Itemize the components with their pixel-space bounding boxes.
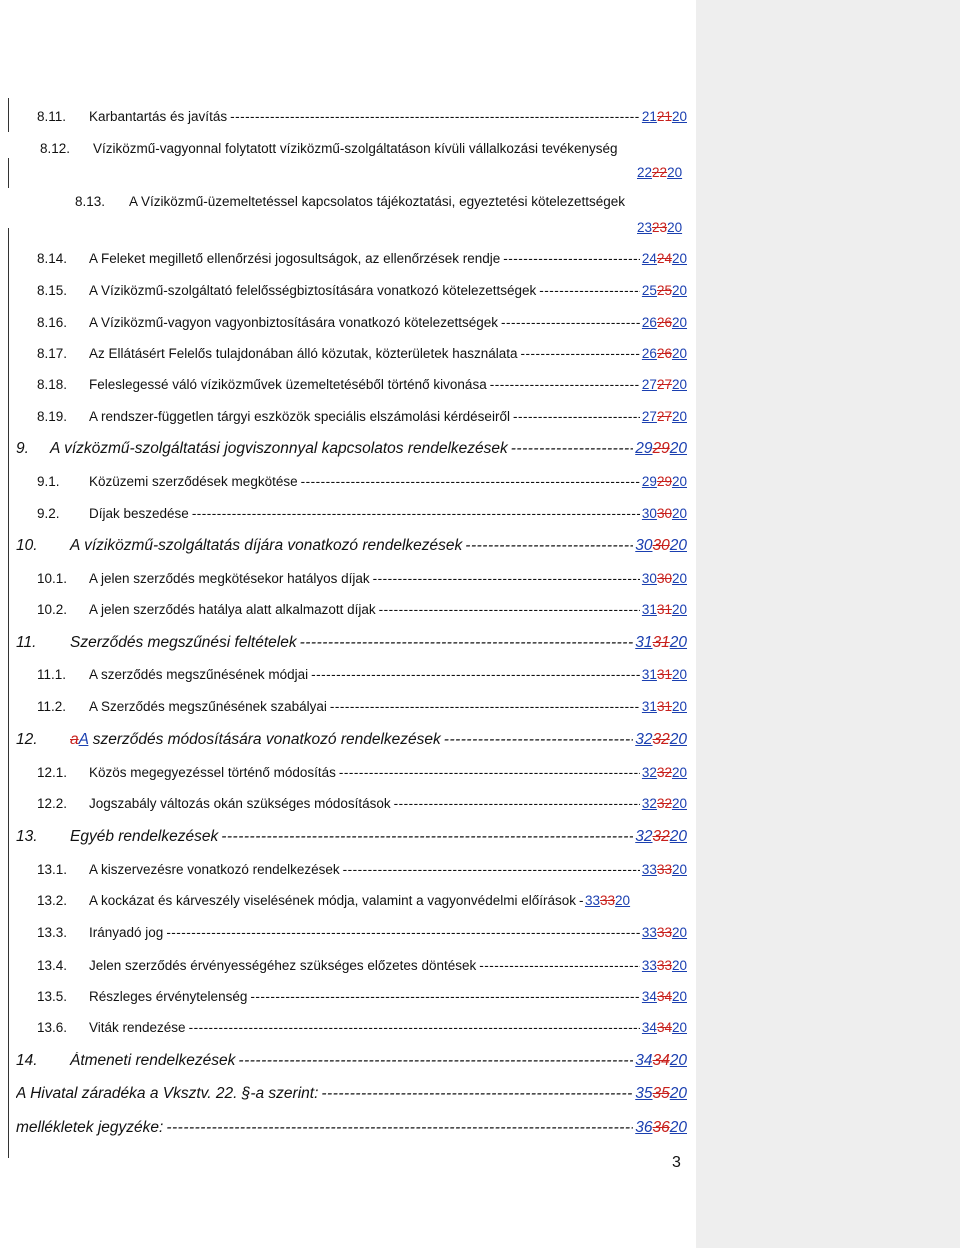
leader-dots xyxy=(513,408,640,426)
toc-entry-title: aA szerződés módosítására vonatkozó rendelkezések xyxy=(70,731,441,748)
toc-entry-title: A szerződés megszűnésének módjai xyxy=(89,667,309,682)
toc-entry-number: 11.1. xyxy=(37,667,67,682)
toc-entry-title: A rendszer-független tárgyi eszközök speciális elszámolási kérdéseiről xyxy=(89,409,510,424)
toc-entry-number: 10.2. xyxy=(37,602,68,617)
toc-entry-title: Jelen szerződés érvényességéhez szükséges előzetes döntések xyxy=(89,958,477,973)
page-ref: 343420 xyxy=(641,989,687,1004)
toc-entry[interactable] xyxy=(37,666,687,684)
toc-entry-number: 12.2. xyxy=(37,796,68,811)
toc-entry-title: A Víziközmű-üzemeltetéssel kapcsolatos tájékoztatási, egyeztetési kötelezettségek xyxy=(129,194,625,209)
toc-entry-number: 14. xyxy=(16,1052,38,1069)
toc-entry-number: 13.4. xyxy=(37,958,68,973)
toc-entry[interactable] xyxy=(37,764,687,782)
toc-entry[interactable] xyxy=(37,1019,687,1037)
toc-entry-number: 11. xyxy=(16,634,37,651)
page-ref: 323220 xyxy=(641,765,687,780)
toc-entry-number: 13.5. xyxy=(37,989,68,1004)
toc-entry-title: Víziközmű-vagyonnal folytatott víziközmű-szolgáltatáson kívüli vállalkozási tevékenység xyxy=(93,141,618,156)
toc-entry[interactable] xyxy=(16,1052,687,1070)
page-ref: 343420 xyxy=(641,1020,687,1035)
page-ref: 323220 xyxy=(641,796,687,811)
leader-dots xyxy=(300,634,634,652)
toc-entry[interactable] xyxy=(37,795,687,813)
page-ref: 303020 xyxy=(641,571,687,586)
toc-entry[interactable] xyxy=(16,1085,687,1103)
leader-dots xyxy=(321,1085,633,1103)
toc-entry-title: A jelen szerződés hatálya alatt alkalmazott díjak xyxy=(89,602,376,617)
toc-entry-number: 8.19. xyxy=(37,409,68,424)
page-ref: 313120 xyxy=(635,634,687,651)
leader-dots xyxy=(503,250,640,268)
toc-entry-number: 13. xyxy=(16,828,38,845)
leader-dots xyxy=(221,828,633,846)
page-ref: 313120 xyxy=(641,667,687,682)
page-ref: 272720 xyxy=(641,377,687,392)
toc-entry[interactable] xyxy=(37,250,687,268)
toc-entry[interactable] xyxy=(16,1119,687,1137)
toc-entry-number: 12.1. xyxy=(37,765,68,780)
page-ref: 262620 xyxy=(641,346,687,361)
page-ref: 323220 xyxy=(635,731,687,748)
toc-entry[interactable] xyxy=(75,193,695,211)
toc-entry[interactable] xyxy=(37,698,687,716)
toc-entry-title: A Víziközmű-szolgáltató felelősségbiztosítására vonatkozó kötelezettségek xyxy=(89,283,537,298)
toc-entry-number: 13.2. xyxy=(37,893,68,908)
toc-entry[interactable] xyxy=(37,376,687,394)
toc-entry-title: A víziközmű-szolgáltatás díjára vonatkozó rendelkezések xyxy=(70,537,463,554)
toc-entry-number: 9.2. xyxy=(37,506,60,521)
page-ref: 363620 xyxy=(635,1119,687,1136)
toc-entry-title: A Szerződés megszűnésének szabályai xyxy=(89,699,327,714)
toc-entry-number: 8.11. xyxy=(37,109,67,124)
page-ref: 303020 xyxy=(641,506,687,521)
toc-entry[interactable] xyxy=(37,282,687,300)
toc-entry-title: Közös megegyezéssel történő módosítás xyxy=(89,765,336,780)
toc-entry-title: Karbantartás és javítás xyxy=(89,109,228,124)
page-ref: 313120 xyxy=(641,602,687,617)
toc-entry[interactable] xyxy=(16,828,687,846)
toc-entry[interactable] xyxy=(16,634,687,652)
toc-entry-number: 8.14. xyxy=(37,251,68,266)
toc-entry-title: Részleges érvénytelenség xyxy=(89,989,248,1004)
toc-entry-title: Közüzemi szerződések megkötése xyxy=(89,474,298,489)
page-ref: 292920 xyxy=(641,474,687,489)
toc-entry-title: Szerződés megszűnési feltételek xyxy=(70,634,297,651)
leader-dots xyxy=(311,666,640,684)
toc-entry[interactable] xyxy=(16,537,687,555)
toc-entry[interactable] xyxy=(37,505,687,523)
page-ref: 313120 xyxy=(641,699,687,714)
change-bar xyxy=(8,228,9,1158)
toc-entry[interactable] xyxy=(40,140,690,158)
page-ref: 272720 xyxy=(641,409,687,424)
page-ref: 262620 xyxy=(641,315,687,330)
page-ref: 333320 xyxy=(641,925,687,940)
toc-entry-number: 10.1. xyxy=(37,571,68,586)
page-ref: 252520 xyxy=(641,283,687,298)
toc-entry[interactable] xyxy=(37,408,687,426)
toc-entry[interactable] xyxy=(37,892,687,910)
comment-pane xyxy=(696,0,960,1248)
page-ref: 292920 xyxy=(635,440,687,457)
leader-dots xyxy=(501,314,640,332)
toc-entry[interactable] xyxy=(37,988,687,1006)
leader-dots xyxy=(521,345,640,363)
toc-entry-title: Irányadó jog xyxy=(89,925,164,940)
leader-dots xyxy=(511,440,633,458)
page-ref: 232320 xyxy=(637,220,683,235)
toc-entry-number: 13.6. xyxy=(37,1020,68,1035)
page-ref: 323220 xyxy=(635,828,687,845)
toc-entry-title: Feleslegessé váló víziközművek üzemeltetéséből történő kivonása xyxy=(89,377,487,392)
toc-entry[interactable] xyxy=(37,345,687,363)
toc-entry-title: A jelen szerződés megkötésekor hatályos díjak xyxy=(89,571,370,586)
page-number: 3 xyxy=(672,1154,681,1171)
toc-entry-title: Az Ellátásért Felelős tulajdonában álló közutak, közterületek használata xyxy=(89,346,518,361)
leader-dots xyxy=(394,795,640,813)
leader-dots xyxy=(373,570,640,588)
leader-dots xyxy=(166,924,640,942)
toc-entry-title: mellékletek jegyzéke: xyxy=(16,1119,164,1136)
toc-entry[interactable] xyxy=(37,924,687,942)
toc-entry[interactable] xyxy=(37,957,687,975)
toc-entry[interactable] xyxy=(37,861,687,879)
toc-entry-number: 10. xyxy=(16,537,38,554)
page-ref: 242420 xyxy=(641,251,687,266)
page-ref: 333320 xyxy=(641,958,687,973)
leader-dots xyxy=(189,1019,640,1037)
page-ref: 333320 xyxy=(641,862,687,877)
toc-entry-number: 9. xyxy=(16,440,29,457)
leader-dots xyxy=(238,1052,633,1070)
leader-dots xyxy=(479,957,640,975)
page-ref: 222220 xyxy=(637,165,683,180)
toc-entry-number: 9.1. xyxy=(37,474,60,489)
change-bar xyxy=(8,98,9,132)
toc-entry-number: 13.1. xyxy=(37,862,68,877)
page-ref: 303020 xyxy=(635,537,687,554)
toc-entry-title: Viták rendezése xyxy=(89,1020,186,1035)
toc-entry[interactable] xyxy=(16,731,687,749)
leader-dots xyxy=(230,108,640,126)
toc-entry-number: 13.3. xyxy=(37,925,68,940)
toc-entry-title: Díjak beszedése xyxy=(89,506,189,521)
page-ref: 333320 xyxy=(584,893,631,908)
toc-entry-title: Jogszabály változás okán szükséges módosítások xyxy=(89,796,391,811)
leader-dots xyxy=(539,282,640,300)
toc-entry-number: 8.16. xyxy=(37,315,68,330)
toc-entry[interactable] xyxy=(37,314,687,332)
toc-entry[interactable] xyxy=(37,570,687,588)
leader-dots xyxy=(465,537,633,555)
leader-dots xyxy=(301,473,640,491)
toc-entry-title: Egyéb rendelkezések xyxy=(70,828,219,845)
leader-dots xyxy=(444,731,633,749)
leader-dots xyxy=(339,764,640,782)
leader-dots xyxy=(166,1119,633,1137)
page-ref: 343420 xyxy=(635,1052,687,1069)
toc-entry-title: A Hivatal záradéka a Vksztv. 22. §-a szerint: xyxy=(16,1085,319,1102)
toc-entry-number: 8.17. xyxy=(37,346,68,361)
toc-entry-title: A kockázat és kárveszély viselésének módja, valamint a vagyonvédelmi előírások xyxy=(89,893,576,908)
toc-entry-title: A Feleket megillető ellenőrzési jogosultságok, az ellenőrzések rendje xyxy=(89,251,501,266)
toc-entry-title: Átmeneti rendelkezések xyxy=(70,1052,236,1069)
toc-entry[interactable] xyxy=(37,108,687,126)
leader-dots xyxy=(330,698,640,716)
change-bar xyxy=(8,158,9,188)
toc-entry[interactable] xyxy=(37,601,687,619)
toc-entry[interactable] xyxy=(16,440,687,458)
page-ref: 353520 xyxy=(635,1085,687,1102)
toc-entry-number: 8.12. xyxy=(40,141,71,156)
toc-entry[interactable] xyxy=(37,473,687,491)
toc-entry-title: A kiszervezésre vonatkozó rendelkezések xyxy=(89,862,340,877)
toc-entry-number: 8.15. xyxy=(37,283,68,298)
toc-entry-number: 8.18. xyxy=(37,377,68,392)
leader-dots xyxy=(379,601,640,619)
toc-entry-number: 11.2. xyxy=(37,699,67,714)
leader-dots xyxy=(490,376,640,394)
page-ref: 212120 xyxy=(641,109,687,124)
toc-entry-title: A vízközmű-szolgáltatási jogviszonnyal kapcsolatos rendelkezések xyxy=(50,440,508,457)
toc-entry-title: A Víziközmű-vagyon vagyonbiztosítására vonatkozó kötelezettségek xyxy=(89,315,498,330)
toc-entry-number: 12. xyxy=(16,731,38,748)
toc-entry-number: 8.13. xyxy=(75,194,106,209)
leader-dots xyxy=(192,505,640,523)
leader-dots xyxy=(250,988,640,1006)
leader-dots xyxy=(579,892,583,910)
leader-dots xyxy=(343,861,640,879)
